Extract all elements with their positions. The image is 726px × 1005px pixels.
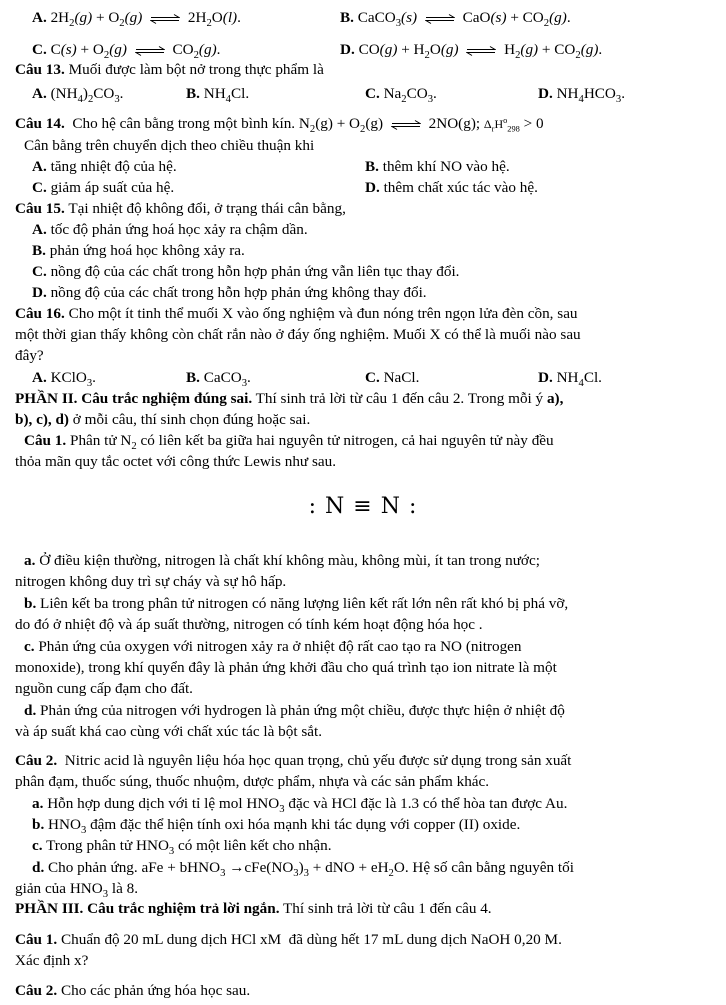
text-line: Câu 15. Tại nhiệt độ không đổi, ở trạng thái cân bằng, — [15, 200, 346, 217]
text-line: C. nồng độ của các chất trong hỗn hợp phản ứng vẫn liên tục thay đổi. — [32, 263, 460, 280]
text-line: B. phản ứng hoá học không xảy ra. — [32, 242, 245, 259]
text-line: C. $C(s) + O_2(g)$ $CO_2(g)$. — [32, 41, 221, 62]
lewis-structure-n2: : N ≡ N : — [308, 494, 418, 519]
text-line: PHẦN II. Câu trắc nghiệm đúng sai. Thí sinh trả lời từ câu 1 đến câu 2. Trong mỗi ý a), — [15, 390, 564, 407]
text-line: a. Ở điều kiện thường, nitrogen là chất khí không màu, không mùi, ít tan trong nước; — [24, 552, 540, 569]
text-line: do đó ở nhiệt độ và áp suất thường, nitrogen có tính kém hoạt động hóa học . — [15, 616, 483, 633]
equilibrium-arrow-icon — [150, 14, 180, 24]
text-line: Xác định x? — [15, 952, 89, 969]
equilibrium-arrow-icon — [466, 46, 496, 56]
text-line: D. $NH_4HCO_3$. — [538, 85, 625, 106]
text-line: A. $(NH_4)_2CO_3$. — [32, 85, 124, 106]
text-line: c. Trong phân tử $HNO_3$ có một liên kết cho nhận. — [32, 837, 332, 858]
text-line: monoxide), trong khí quyển đây là phản ứng khởi đầu cho quá trình tạo ion nitrate là một — [15, 659, 557, 676]
text-line: nguồn cung cấp đạm cho đất. — [15, 680, 193, 697]
text-line: PHẦN III. Câu trắc nghiệm trả lời ngắn. Thí sinh trả lời từ câu 1 đến câu 4. — [15, 900, 492, 917]
text-line: Cân bằng trên chuyển dịch theo chiều thuận khi — [24, 137, 315, 154]
text-line: A. tăng nhiệt độ của hệ. — [32, 158, 177, 175]
text-line: b), c), d) ở mỗi câu, thí sinh chọn đúng hoặc sai. — [15, 411, 311, 428]
text-line: C. NaCl. — [365, 369, 420, 386]
text-line: b. $HNO_3$ đậm đặc thể hiện tính oxi hóa mạnh khi tác dụng với copper (II) oxide. — [32, 816, 521, 837]
text-line: D. $CO(g) + H_2O(g) H_2(g) + CO_2(g)$. — [340, 41, 603, 62]
text-line: nitrogen không duy trì sự cháy và sự hô hấp. — [15, 573, 287, 590]
text-line: B. CaCO$_3$. — [186, 369, 251, 390]
text-line: Câu 16. Cho một ít tinh thể muối X vào ống nghiệm và đun nóng trên ngọn lửa đèn cồn, sau — [15, 305, 578, 322]
text-line: đây? — [15, 347, 44, 364]
text-line: Câu 14. Cho hệ cân bằng trong một bình kín. $N_2(g) + O_2(g)$ 2NO(g); $\Delta_rH^o_{298} > 0$ — [15, 115, 544, 136]
text-line: thỏa mãn quy tắc octet với công thức Lewis như sau. — [15, 453, 336, 470]
text-line: và áp suất khá cao cùng với chất xúc tác là bột sắt. — [15, 723, 323, 740]
text-line: c. Phản ứng của oxygen với nitrogen xảy ra ở nhiệt độ rất cao tạo ra NO (nitrogen — [24, 638, 522, 655]
text-line: Câu 2. Nitric acid là nguyên liệu hóa học quan trọng, chủ yếu được sử dụng trong sản xuất — [15, 752, 572, 769]
text-line: B. CaCO$_3$(s) $CaO(s) + CO_2(g)$. — [340, 9, 571, 30]
text-line: d. Cho phản ứng. aFe + bHNO$_3$ $\to cFe(NO_3)_3$ + dNO + $eH_2O$. Hệ số cân bằng nguyên tối — [32, 859, 574, 880]
text-line: A. tốc độ phản ứng hoá học xảy ra chậm dần. — [32, 221, 308, 238]
text-line: phân đạm, thuốc súng, thuốc nhuộm, dược phẩm, nhựa và các sản phẩm khác. — [15, 773, 490, 790]
text-line: D. thêm chất xúc tác vào hệ. — [365, 179, 538, 196]
text-line: một thời gian thấy không còn chất rắn nào ở đáy ống nghiệm. Muối X có thể là muối nào sau — [15, 326, 581, 343]
text-line: Câu 13. Muối được làm bột nở trong thực phẩm là — [15, 61, 324, 78]
text-line: Câu 2. Cho các phản ứng hóa học sau. — [15, 982, 251, 999]
text-line: D. $NH_4Cl$. — [538, 369, 602, 390]
text-line: C. giảm áp suất của hệ. — [32, 179, 175, 196]
text-line: A. KClO$_3$. — [32, 369, 96, 390]
text-line: C. $Na_2CO_3$. — [365, 85, 437, 106]
equilibrium-arrow-icon — [425, 14, 455, 24]
text-line: B. thêm khí NO vào hệ. — [365, 158, 510, 175]
text-line: A. $2H_2(g) + O_2(g)$ $2H_2O(l)$. — [32, 9, 241, 30]
text-line: b. Liên kết ba trong phân tử nitrogen có năng lượng liên kết rất lớn nên rất khó bị phá vỡ, — [24, 595, 569, 612]
text-line: a. Hỗn hợp dung dịch với tỉ lệ mol $HNO_3$ đặc và HCl đặc là 1.3 có thể hòa tan được Au. — [32, 795, 568, 816]
text-line: D. nồng độ của các chất trong hỗn hợp phản ứng không thay đổi. — [32, 284, 427, 301]
equilibrium-arrow-icon — [391, 120, 421, 130]
text-line: giản của $HNO_3$ là 8. — [15, 880, 138, 901]
text-line: Câu 1. Phân tử $N_2$ có liên kết ba giữa hai nguyên tử nitrogen, cả hai nguyên tử này đều — [24, 432, 554, 453]
equilibrium-arrow-icon — [135, 46, 165, 56]
text-line: d. Phản ứng của nitrogen với hydrogen là phản ứng một chiều, được thực hiện ở nhiệt độ — [24, 702, 565, 719]
text-line: B. $NH_4Cl$. — [186, 85, 250, 106]
text-line: Câu 1. Chuẩn độ 20 mL dung dịch HCl xM đã dùng hết 17 mL dung dịch NaOH 0,20 M. — [15, 931, 562, 948]
